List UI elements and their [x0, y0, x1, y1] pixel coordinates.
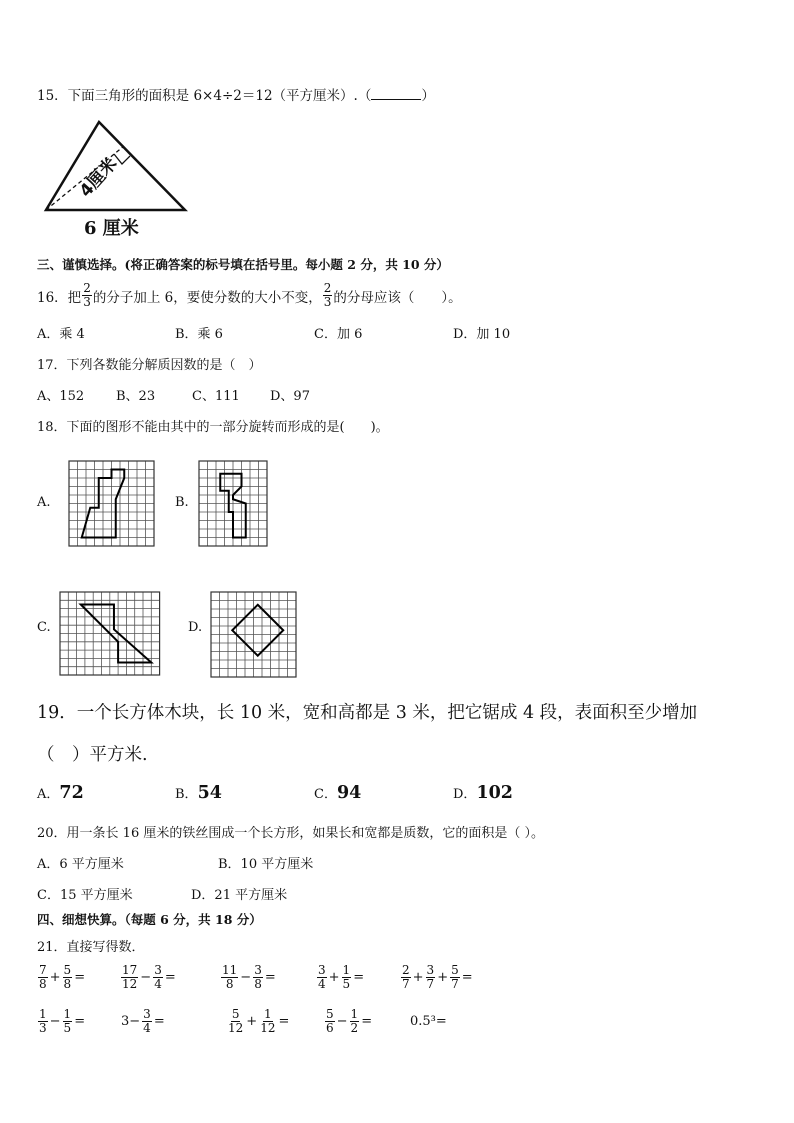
fraction: $\frac{2}{3}$ [323, 281, 332, 309]
right-angle-mark [114, 154, 130, 164]
option-d[interactable]: D．加 10 [453, 327, 511, 342]
option-c-label[interactable]: C. [37, 620, 51, 635]
expression: 3− $\frac{3}{4}$ = [121, 1007, 165, 1035]
option-d[interactable]: D、97 [270, 389, 310, 404]
option-a-grid-figure[interactable] [69, 461, 155, 549]
option-c[interactable]: C．15 平方厘米 [37, 888, 133, 903]
q17-text: 17．下列各数能分解质因数的是（ ） [37, 358, 262, 373]
q15-text [37, 84, 435, 104]
fraction: $\frac{2}{3}$ [83, 281, 91, 309]
expression: $\frac{5}{6}$ − $\frac{1}{2}$ = [326, 1007, 373, 1035]
option-b-grid-figure[interactable] [199, 461, 267, 549]
option-a[interactable]: A．乘 4 [37, 327, 85, 342]
q16-text [37, 282, 462, 309]
option-d-grid-figure[interactable] [211, 592, 299, 678]
expression: $\frac{1}{3}$ − $\frac{1}{5}$ = [39, 1007, 86, 1035]
q20-text: 20．用一条长 16 厘米的铁丝围成一个长方形，如果长和宽都是质数，它的面积是（ ）。 [37, 826, 544, 841]
height-label: 4厘米 [75, 153, 122, 202]
q15-triangle-figure [40, 116, 200, 241]
option-a[interactable]: A．6 平方厘米 [37, 857, 124, 872]
q15-close: ） [421, 88, 435, 104]
q19-line1: 19．一个长方体木块，长 10 米，宽和高都是 3 米，把它锯成 4 段，表面积至少增加 [37, 703, 698, 723]
expression: $\frac{3}{4}$ + $\frac{1}{5}$ = [318, 963, 365, 991]
option-d[interactable]: D．21 平方厘米 [191, 888, 288, 903]
answer-blank[interactable] [371, 87, 421, 100]
expression: $\frac{2}{7}$ + $\frac{3}{7}$ + $\frac{5}{7}$ = [402, 963, 473, 991]
q18-text: 18．下面的图形不能由其中的一部分旋转而形成的是( )。 [37, 420, 389, 435]
section-3-title: 三、谨慎选择。(将正确答案的标号填在括号里。每小题 2 分，共 10 分） [37, 257, 449, 272]
expression: 0.5³= [410, 1014, 447, 1029]
section-4-title: 四、细想快算。（每题 6 分，共 18 分） [37, 912, 262, 927]
q16-part2: 的分子加上 6，要使分数的大小不变， [92, 289, 322, 306]
option-c[interactable]: C、111 [192, 389, 240, 404]
option-b-label[interactable]: B. [175, 495, 189, 510]
rotated-shape [232, 605, 283, 656]
option-c[interactable]: C．94 [314, 783, 362, 803]
option-b[interactable]: B、23 [116, 389, 156, 404]
option-a[interactable]: A．72 [37, 783, 84, 803]
q16-part1: 16．把 [37, 289, 82, 306]
option-d[interactable]: D．102 [453, 783, 513, 803]
expression: $\frac{11}{8}$ − $\frac{3}{8}$ = [222, 963, 276, 991]
q16-part3: 的分母应该（ ）。 [333, 289, 462, 306]
q19-line2: （ ）平方米. [37, 745, 148, 765]
expression: $\frac{17}{12}$ − $\frac{3}{4}$ = [122, 963, 176, 991]
base-label: 6 厘米 [84, 218, 139, 239]
expression: $\frac{5}{12}$ + $\frac{1}{12}$ = [228, 1007, 290, 1035]
q21-text: 21．直接写得数． [37, 940, 145, 955]
option-a[interactable]: A、152 [37, 389, 85, 404]
option-c[interactable]: C．加 6 [314, 327, 363, 342]
expression: $\frac{7}{8}$ + $\frac{5}{8}$ = [39, 963, 86, 991]
option-b[interactable]: B．乘 6 [175, 327, 223, 342]
option-a-label[interactable]: A. [37, 495, 51, 510]
option-b[interactable]: B．10 平方厘米 [218, 857, 314, 872]
option-c-grid-figure[interactable] [60, 592, 160, 678]
option-b[interactable]: B．54 [175, 783, 222, 803]
q15-question: 15．下面三角形的面积是 6×4÷2＝12（平方厘米）.（ [37, 88, 372, 104]
option-d-label[interactable]: D. [188, 620, 203, 635]
